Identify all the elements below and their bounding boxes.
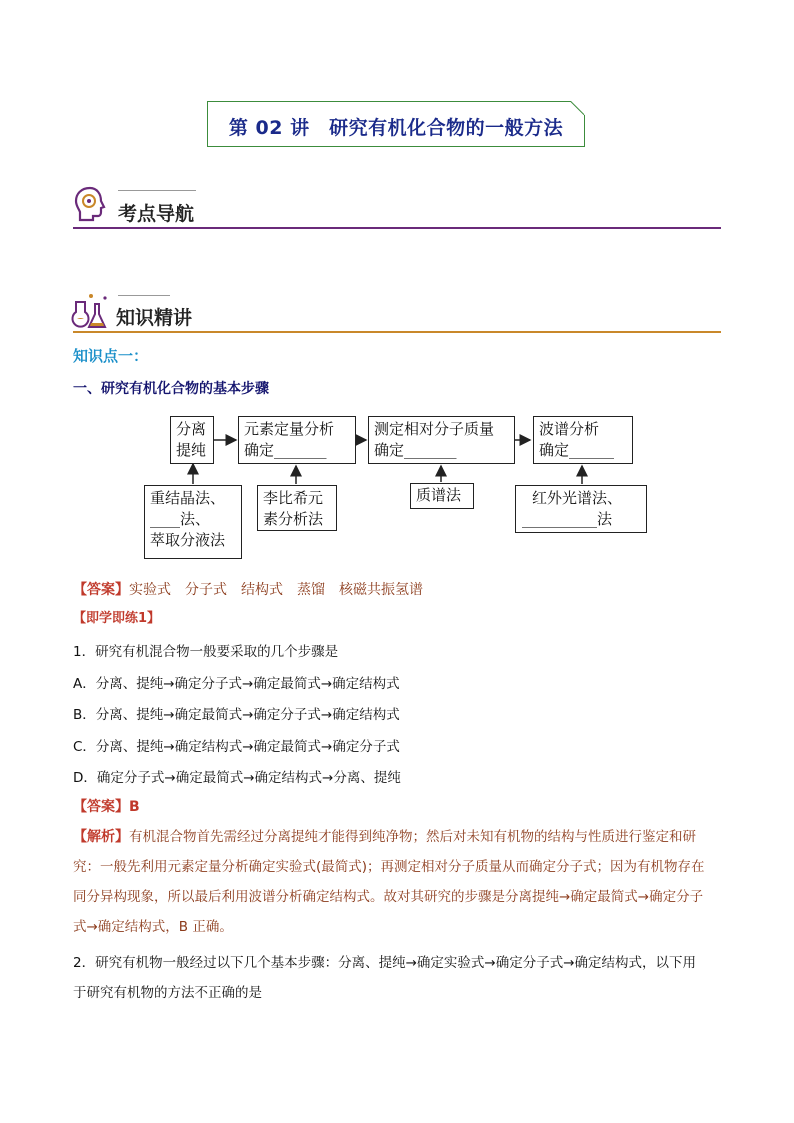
flow-text: 波谱分析	[539, 420, 600, 438]
flow-text: 确定______	[539, 441, 615, 459]
flow-box-separate	[170, 416, 214, 464]
q1-answer	[73, 796, 140, 816]
q1-analysis-tag: 【解析】	[73, 829, 129, 845]
flow-text: 分离	[176, 420, 207, 438]
flow-text: 质谱法	[416, 486, 462, 504]
q2-line: 2．研究有机物一般经过以下几个基本步骤：分离、提纯→确定实验式→确定分子式→确定结构式，以下用	[73, 955, 697, 971]
practice-label: 【即学即练1】	[73, 611, 161, 626]
section2-heading: 知识精讲	[116, 307, 193, 329]
flow-box-spectrum	[533, 416, 633, 464]
q1-option-a: A．分离、提纯→确定分子式→确定最简式→确定结构式	[73, 676, 400, 692]
flow-text: 萃取分液法	[150, 531, 226, 549]
knowledge-point-label: 知识点一：	[73, 347, 149, 365]
page-title: 第 02 讲 研究有机化合物的一般方法	[228, 117, 564, 139]
q1-answer-value: B	[129, 799, 140, 815]
flow-box-liebig	[257, 485, 337, 531]
flow-text: 李比希元	[263, 489, 324, 507]
flow-box-molecular-mass	[368, 416, 515, 464]
analysis-line: 同分异构现象，所以最后利用波谱分析确定结构式。故对其研究的步骤是分离提纯→确定最简式→确定分子	[73, 889, 704, 905]
flow-box-element-analysis	[238, 416, 356, 464]
flow-text: 确定_______	[374, 441, 457, 459]
q2-stem	[73, 952, 723, 1004]
section1-heading: 考点导航	[118, 203, 195, 225]
flow-text: 提纯	[176, 441, 207, 459]
flow-text: 素分析法	[263, 510, 324, 528]
flow-box-ir	[515, 485, 647, 533]
q1-answer-tag: 【答案】	[73, 799, 129, 815]
q1-option-c: C．分离、提纯→确定结构式→确定最简式→确定分子式	[73, 739, 400, 755]
q1-stem: 1．研究有机混合物一般要采取的几个步骤是	[73, 644, 339, 660]
q2-line: 于研究有机物的方法不正确的是	[73, 985, 262, 1001]
q1-option-b: B．分离、提纯→确定最简式→确定分子式→确定结构式	[73, 707, 400, 723]
flow-text: ____法、	[150, 510, 211, 528]
analysis-text: 有机混合物首先需经过分离提纯才能得到纯净物；然后对未知有机物的结构与性质进行鉴定和研	[129, 829, 696, 845]
analysis-line: 式→确定结构式，B 正确。	[73, 919, 233, 935]
q1-option-d: D．确定分子式→确定最简式→确定结构式→分离、提纯	[73, 770, 401, 786]
flow-text: __________法	[522, 510, 613, 528]
flow-text: 测定相对分子质量	[374, 420, 495, 438]
flow-text: 元素定量分析	[244, 420, 335, 438]
answer-text: 实验式 分子式 结构式 蒸馏 核磁共振氢谱	[129, 582, 423, 598]
analysis-line	[73, 826, 723, 848]
flow-text: 确定_______	[244, 441, 327, 459]
flow-box-methods-separate	[144, 485, 242, 559]
flow-text: 红外光谱法、	[532, 489, 623, 507]
answer-line	[73, 579, 423, 599]
q1-analysis	[73, 826, 723, 938]
flow-text: 重结晶法、	[150, 489, 226, 507]
answer-tag: 【答案】	[73, 582, 129, 598]
flow-box-mass-spec	[410, 483, 474, 509]
analysis-line: 究：一般先利用元素定量分析确定实验式(最简式)；再测定相对分子质量从而确定分子式；因为有机物存在	[73, 859, 705, 875]
subtitle: 一、研究有机化合物的基本步骤	[73, 381, 269, 397]
